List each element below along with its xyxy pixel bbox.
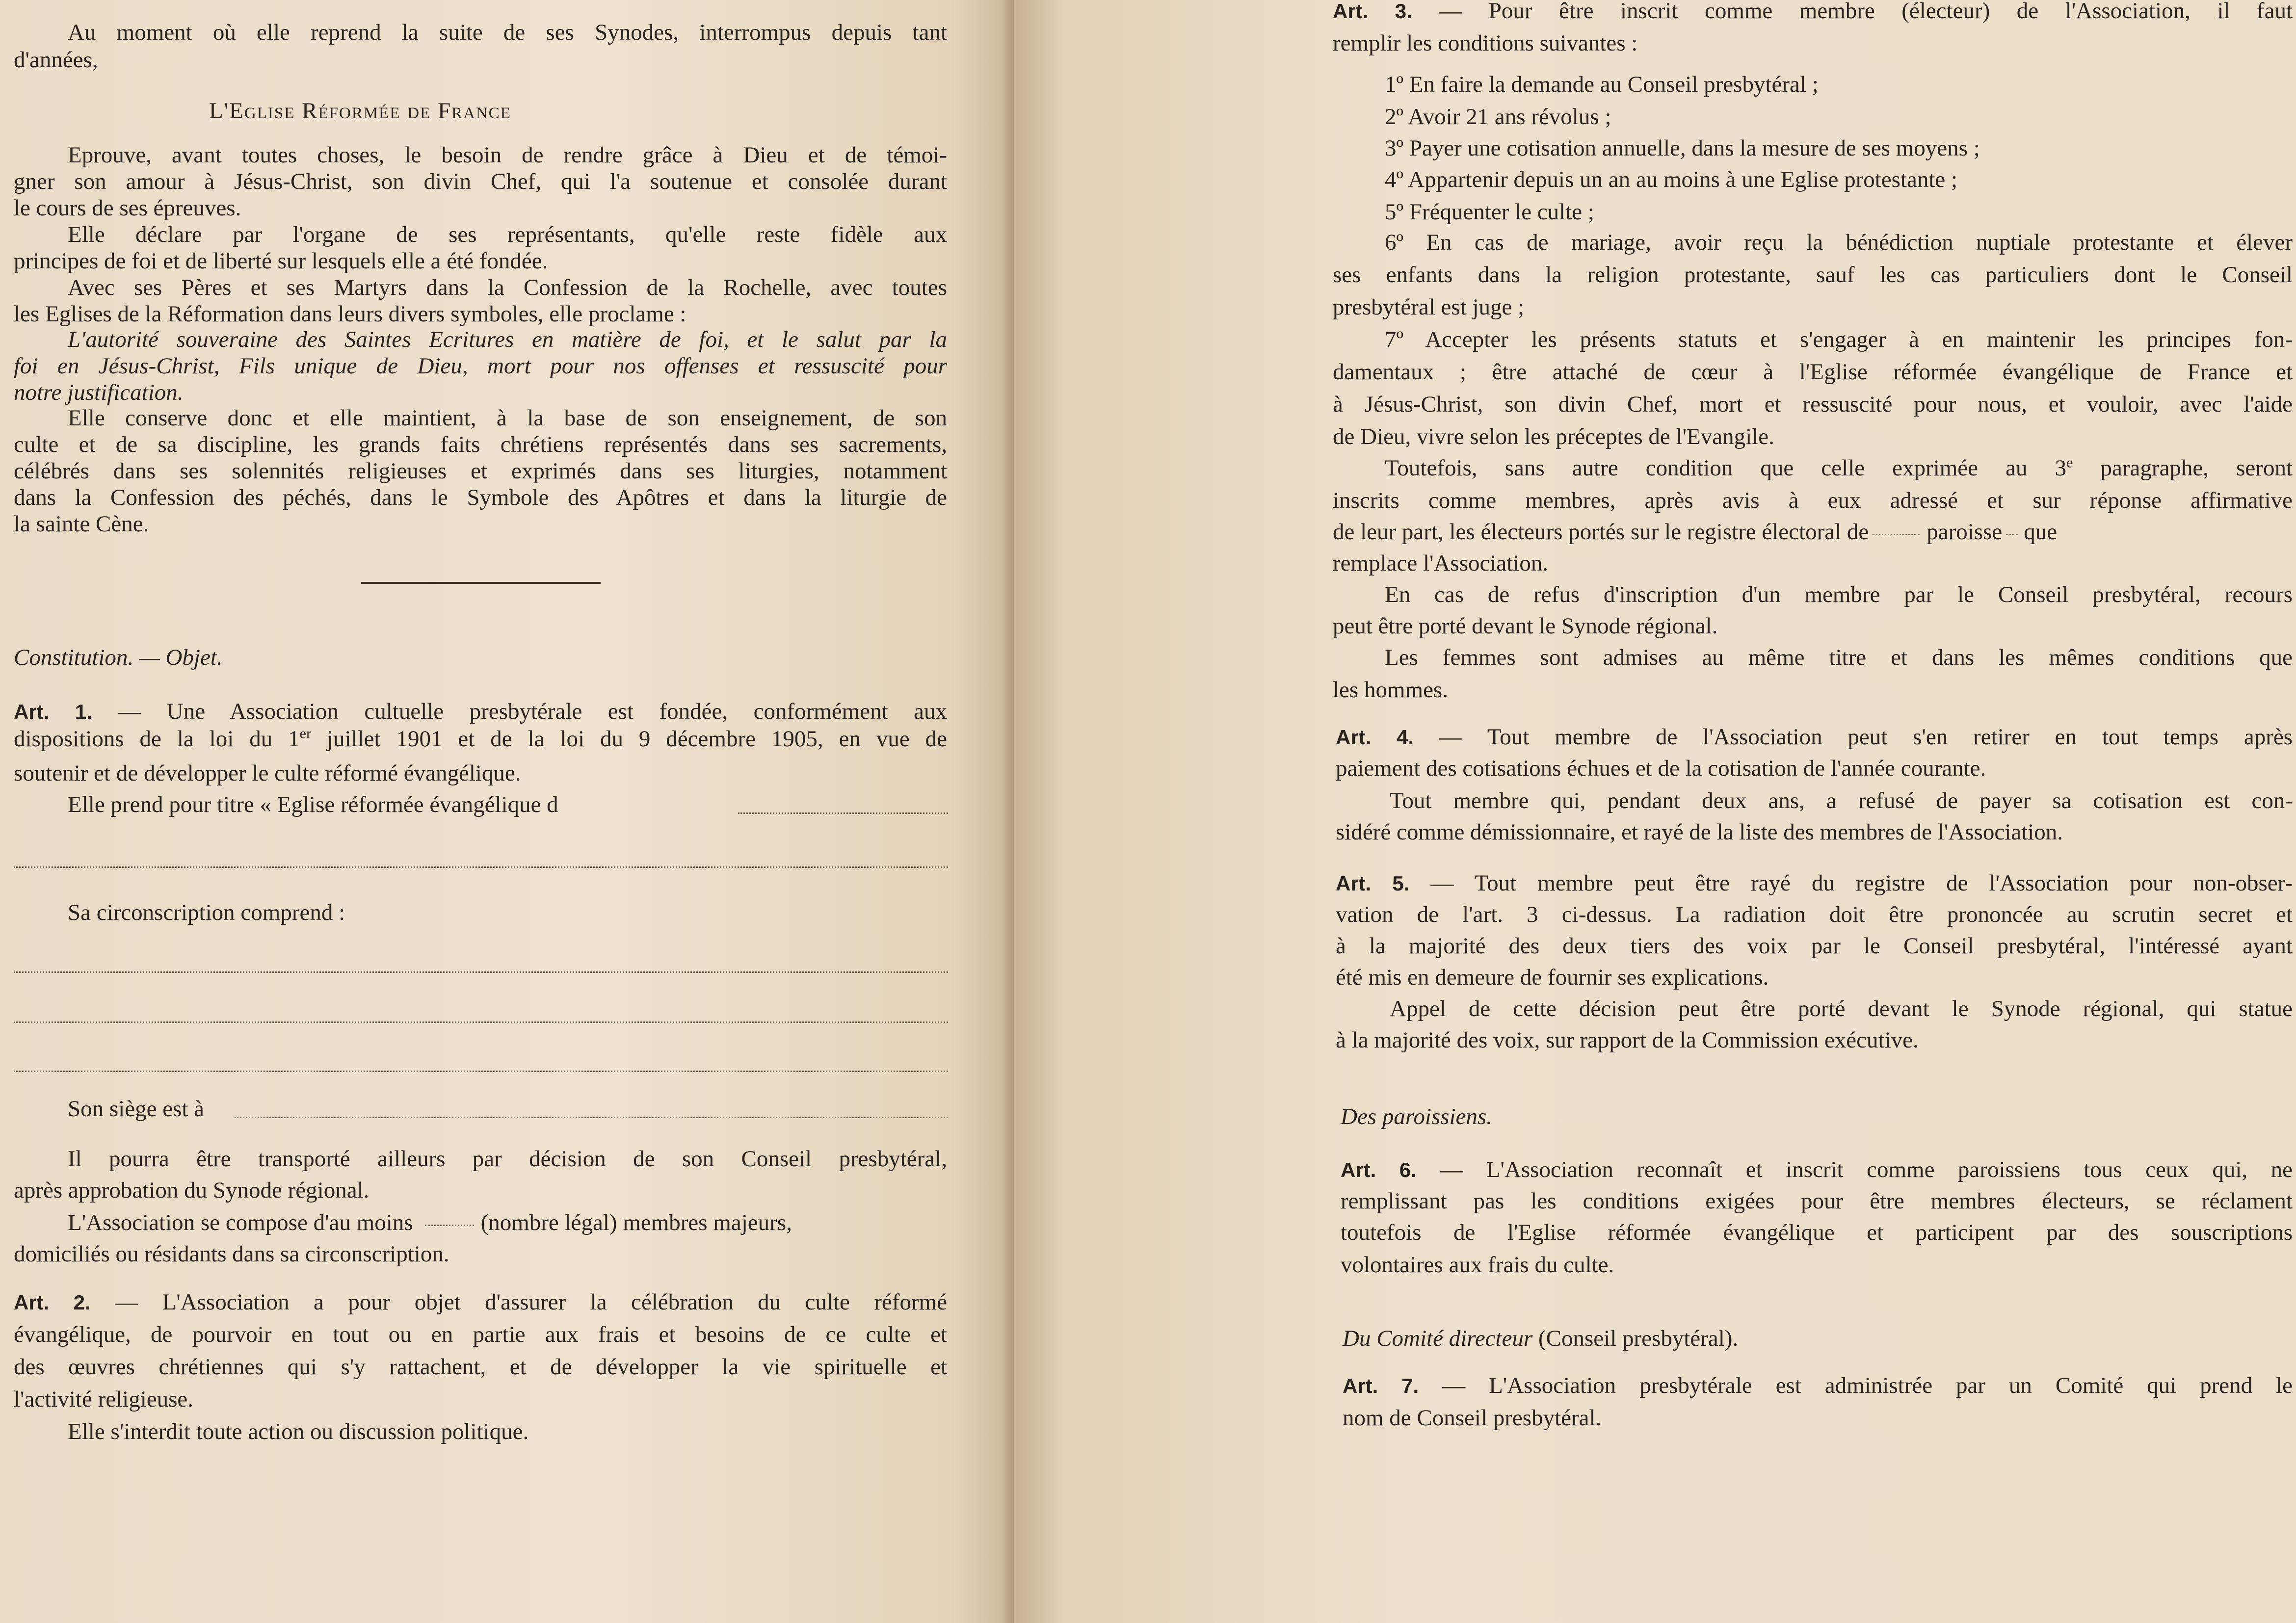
art5-line-2: vation de l'art. 3 ci-dessus. La radiation doit être prononcée au scrutin secret et xyxy=(1336,902,2293,927)
art5-line-5: Appel de cette décision peut être porté devant le Synode régional, qui statue xyxy=(1390,996,2293,1021)
circumscription-line-1 xyxy=(14,971,948,973)
art2-line-4: l'activité religieuse. xyxy=(14,1387,194,1412)
condition-6-line-1: 6º En cas de mariage, avoir reçu la bénédiction nuptiale protestante et élever xyxy=(1385,230,2293,255)
section-paroissiens-heading: Des paroissiens. xyxy=(1341,1104,1492,1129)
section-constitution-heading: Constitution. — Objet. xyxy=(14,645,223,670)
art5-label: Art. 5. xyxy=(1336,872,1410,895)
art1-line-9: L'Association se compose d'au moins (nombre légal) membres majeurs, xyxy=(68,1210,792,1235)
condition-5: 5º Fréquenter le culte ; xyxy=(1385,199,1594,225)
art3-refus-line-1: En cas de refus d'inscription d'un membre par le Conseil presbytéral, recours xyxy=(1385,582,2293,607)
condition-2: 2º Avoir 21 ans révolus ; xyxy=(1385,104,1611,130)
circumscription-line-2 xyxy=(14,1021,948,1023)
intro-line-4: gner son amour à Jésus-Christ, son divin Chef, qui l'a soutenue et consolée durant xyxy=(14,169,947,194)
art2-label: Art. 2. xyxy=(14,1291,91,1314)
art4-label: Art. 4. xyxy=(1336,726,1414,749)
art6-line-3: toutefois de l'Eglise réformée évangélique et participent par des souscriptions xyxy=(1341,1220,2293,1245)
art1-line-10: domiciliés ou résidants dans sa circonscription. xyxy=(14,1241,449,1267)
art2-line-1: Art. 2. — L'Association a pour objet d'assurer la célébration du culte réformé xyxy=(14,1289,948,1315)
art3-refus-line-2: peut être porté devant le Synode régional. xyxy=(1333,613,1718,639)
condition-7-line-4: de Dieu, vivre selon les préceptes de l'Evangile. xyxy=(1333,424,1774,449)
condition-7-line-3: à Jésus-Christ, son divin Chef, mort et ressuscité pour nous, et vouloir, avec l'aide xyxy=(1333,392,2293,417)
intro-line-17: la sainte Cène. xyxy=(14,511,149,537)
title-blank-line xyxy=(14,866,948,868)
art1-line-8: après approbation du Synode régional. xyxy=(14,1178,369,1203)
intro-line-15: célébrés dans ses solennités religieuses et exprimés dans ses liturgies, notamment xyxy=(14,458,947,484)
art2-line-5: Elle s'interdit toute action ou discussion politique. xyxy=(68,1419,529,1444)
art3-line-2: remplir les conditions suivantes : xyxy=(1333,30,1638,56)
condition-1: 1º En faire la demande au Conseil presbytéral ; xyxy=(1385,72,1819,97)
art1-line-3: soutenir et de développer le culte réformé évangélique. xyxy=(14,760,521,786)
art6-line-1: Art. 6. — L'Association reconnaît et inscrit comme paroissiens tous ceux qui, ne xyxy=(1341,1157,2293,1182)
art6-label: Art. 6. xyxy=(1341,1158,1417,1181)
art4-line-2: paiement des cotisations échues et de la cotisation de l'année courante. xyxy=(1336,756,1986,781)
art4-line-4: sidéré comme démissionnaire, et rayé de la liste des membres de l'Association. xyxy=(1336,819,2063,845)
circumscription-line-3 xyxy=(14,1071,948,1072)
art6-line-4: volontaires aux frais du culte. xyxy=(1341,1252,1614,1278)
intro-line-1: Au moment où elle reprend la suite de ses Synodes, interrompus depuis tant xyxy=(68,20,947,45)
condition-4: 4º Appartenir depuis un an au moins à une Eglise protestante ; xyxy=(1385,167,1958,192)
art3-line-1-text: Art. 3. — Pour être inscrit comme membre (électeur) de l'Association, il faut xyxy=(1333,0,2293,24)
art5-line-4: été mis en demeure de fournir ses explications. xyxy=(1336,965,1769,990)
art3-toutefois-line-2: inscrits comme membres, après avis à eux adressé et sur réponse affirmative xyxy=(1333,488,2293,513)
church-heading: L'Eglise Réformée de France xyxy=(209,98,511,124)
intro-line-5: le cours de ses épreuves. xyxy=(14,195,241,221)
condition-7-line-2: damentaux ; être attaché de cœur à l'Eglise réformée évangélique de France et xyxy=(1333,359,2293,385)
art3-label: Art. 3. xyxy=(1333,0,1412,23)
right-page xyxy=(1014,0,2296,1623)
art7-line-1: Art. 7. — L'Association presbytérale est administrée par un Comité qui prend le xyxy=(1343,1373,2293,1398)
art5-line-6: à la majorité des voix, sur rapport de la Commission exécutive. xyxy=(1336,1027,1919,1053)
art5-line-3: à la majorité des deux tiers des voix par le Conseil presbytéral, l'intéressé ayant xyxy=(1336,933,2293,959)
seat-blank xyxy=(235,1117,948,1118)
art1-title-line: Elle prend pour titre « Eglise réformée évangélique d xyxy=(68,792,558,817)
member-count-blank xyxy=(425,1225,474,1226)
condition-3: 3º Payer une cotisation annuelle, dans la mesure de ses moyens ; xyxy=(1385,135,1980,161)
intro-line-3: Eprouve, avant toutes choses, le besoin de rendre grâce à Dieu et de témoi- xyxy=(68,142,947,168)
art3-toutefois-line-3: de leur part, les électeurs portés sur le registre électoral de paroisse que xyxy=(1333,519,2058,545)
art2-line-3: des œuvres chrétiennes qui s'y rattachent, et de développer la vie spirituelle et xyxy=(14,1354,947,1380)
intro-line-8: Avec ses Pères et ses Martyrs dans la Confession de la Rochelle, avec toutes xyxy=(68,275,947,300)
parish-blank-2 xyxy=(2006,534,2018,535)
condition-7-line-1: 7º Accepter les présents statuts et s'engager à en maintenir les principes fon- xyxy=(1385,327,2293,352)
creed-line-3: notre justification. xyxy=(14,380,184,405)
art2-line-2: évangélique, de pourvoir en tout ou en partie aux frais et besoins de ce culte et xyxy=(14,1322,947,1347)
art7-label: Art. 7. xyxy=(1343,1374,1419,1397)
art5-line-1: Art. 5. — Tout membre peut être rayé du registre de l'Association pour non-obser- xyxy=(1336,870,2293,896)
condition-6-line-3: presbytéral est juge ; xyxy=(1333,294,1525,320)
intro-line-2: d'années, xyxy=(14,47,98,73)
art4-line-1: Art. 4. — Tout membre de l'Association peut s'en retirer en tout temps après xyxy=(1336,724,2293,750)
creed-line-2: foi en Jésus-Christ, Fils unique de Dieu, mort pour nos offenses et ressuscité pour xyxy=(14,353,947,379)
art6-line-2: remplissant pas les conditions exigées pour être membres électeurs, se réclament xyxy=(1341,1188,2293,1214)
condition-6-line-2: ses enfants dans la religion protestante, sauf les cas particuliers dont le Conseil xyxy=(1333,262,2293,288)
circumscription-label: Sa circonscription comprend : xyxy=(68,900,345,925)
art3-toutefois-line-4: remplace l'Association. xyxy=(1333,550,1549,576)
art1-label: Art. 1. xyxy=(14,700,92,723)
intro-line-16: dans la Confession des péchés, dans le Symbole des Apôtres et dans la liturgie de xyxy=(14,485,947,510)
section-comite-heading: Du Comité directeur (Conseil presbytéral). xyxy=(1343,1326,1739,1351)
art3-femmes-line-1: Les femmes sont admises au même titre et dans les mêmes conditions que xyxy=(1385,645,2293,670)
parish-blank-1 xyxy=(1873,534,1920,535)
intro-line-7: principes de foi et de liberté sur lesquels elle a été fondée. xyxy=(14,248,548,274)
seat-label: Son siège est à xyxy=(68,1096,205,1122)
art1-line-1: Art. 1. — Une Association cultuelle presbytérale est fondée, conformément aux xyxy=(14,699,948,724)
art1-line-7: Il pourra être transporté ailleurs par décision de son Conseil presbytéral, xyxy=(68,1146,947,1172)
art7-line-2: nom de Conseil presbytéral. xyxy=(1343,1405,1602,1431)
section-divider xyxy=(361,582,601,584)
art4-line-3: Tout membre qui, pendant deux ans, a refusé de payer sa cotisation est con- xyxy=(1390,788,2293,813)
art1-line-2: dispositions de la loi du 1er juillet 1901 et de la loi du 9 décembre 1905, en vue de xyxy=(14,725,948,752)
intro-line-6: Elle déclare par l'organe de ses représentants, qu'elle reste fidèle aux xyxy=(68,222,947,247)
intro-line-14: culte et de sa discipline, les grands faits chrétiens représentés dans ses sacrements, xyxy=(14,432,947,457)
title-blank xyxy=(738,812,948,814)
creed-line-1: L'autorité souveraine des Saintes Ecritures en matière de foi, et le salut par la xyxy=(68,327,947,352)
intro-line-9: les Eglises de la Réformation dans leurs divers symboles, elle proclame : xyxy=(14,301,686,327)
art3-toutefois-line-1: Toutefois, sans autre condition que celle exprimée au 3e paragraphe, seront xyxy=(1385,454,2293,481)
art3-femmes-line-2: les hommes. xyxy=(1333,677,1448,703)
left-page xyxy=(0,0,1012,1623)
intro-line-13: Elle conserve donc et elle maintient, à la base de son enseignement, de son xyxy=(68,405,947,431)
